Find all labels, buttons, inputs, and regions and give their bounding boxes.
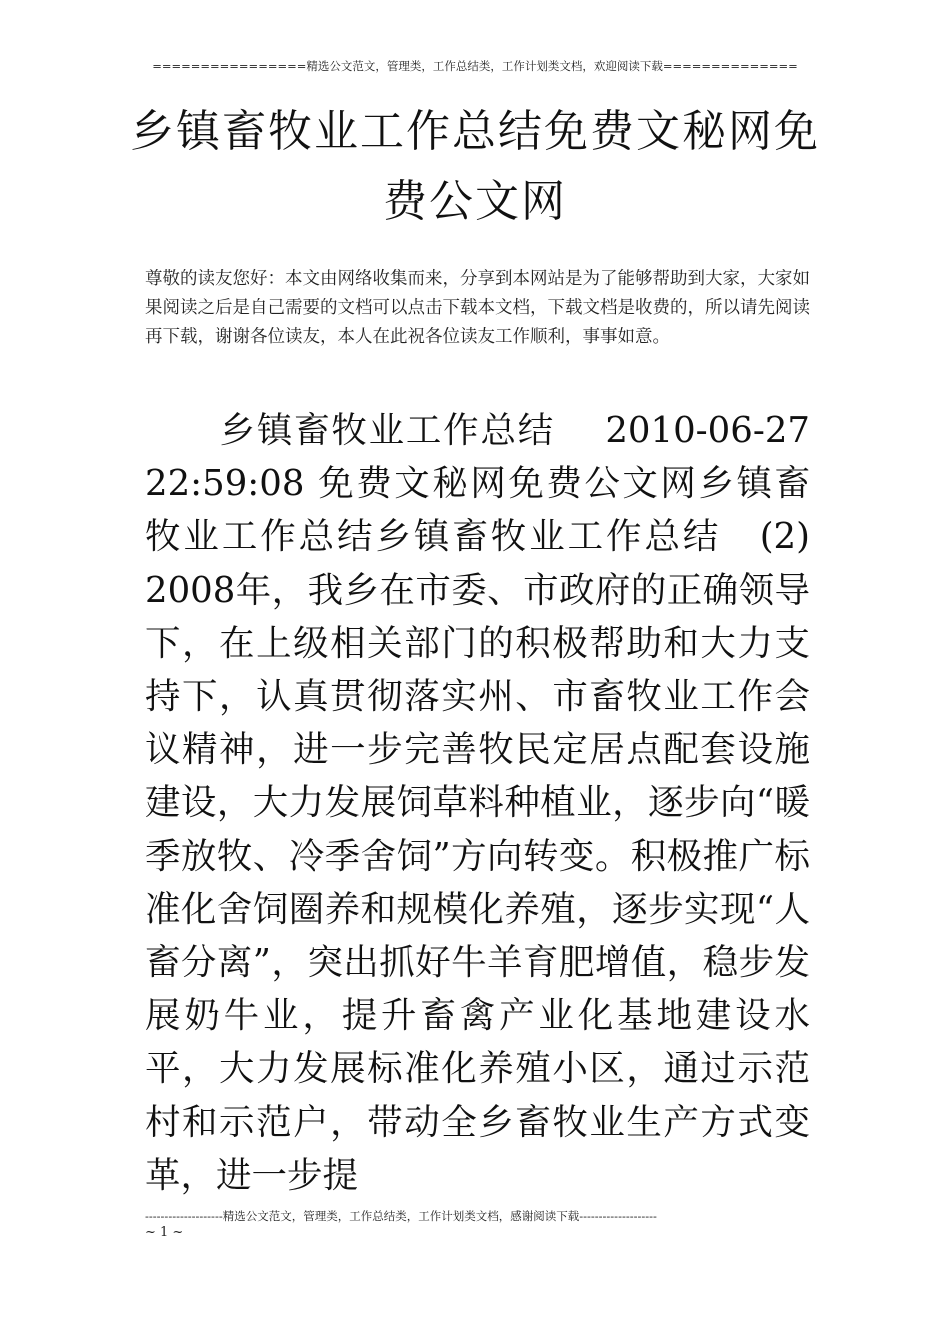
footer-banner: --------------------精选公文范文，管理类，工作总结类，工作计划类文档，感谢阅读下载-------------------- [145,1209,657,1223]
document-title-line-2: 费公文网 [383,176,567,227]
document-title-line-1: 乡镇畜牧业工作总结免费文秘网免 [130,106,820,157]
page-number: ~ 1 ~ [145,1225,184,1240]
document-body: 乡镇畜牧业工作总结 2010-06-27 22:59:08 免费文秘网免费公文网乡镇畜牧业工作总结乡镇畜牧业工作总结 (2) 2008年，我乡在市委、市政府的正确领导下，在上级相关部门的积极帮助和大力支持下，认真贯彻落实州、市畜牧业工作会议精神，进一步完善牧民定居点配套设施建设，大力发展饲草料种植业，逐步向“暖季放牧、冷季舍饲”方向转变。积极推广标准化舍饲圈养和规模化养殖，逐步实现“人畜分离”，突出抓好牛羊育肥增值，稳步发展奶牛业，提升畜禽产业化基地建设水平，大力发展标准化养殖小区，通过示范村和示范户，带动全乡畜牧业生产方式变革，进一步提 [145,410,810,1196]
reader-notice: 尊敬的读友您好：本文由网络收集而来，分享到本网站是为了能够帮助到大家，大家如果阅读之后是自己需要的文档可以点击下载本文档，下载文档是收费的，所以请先阅读再下载，谢谢各位读友，本人在此祝各位读友工作顺利，事事如意。 [145,269,810,347]
header-banner: ================精选公文范文，管理类，工作总结类，工作计划类文档，欢迎阅读下载============== [152,59,798,73]
